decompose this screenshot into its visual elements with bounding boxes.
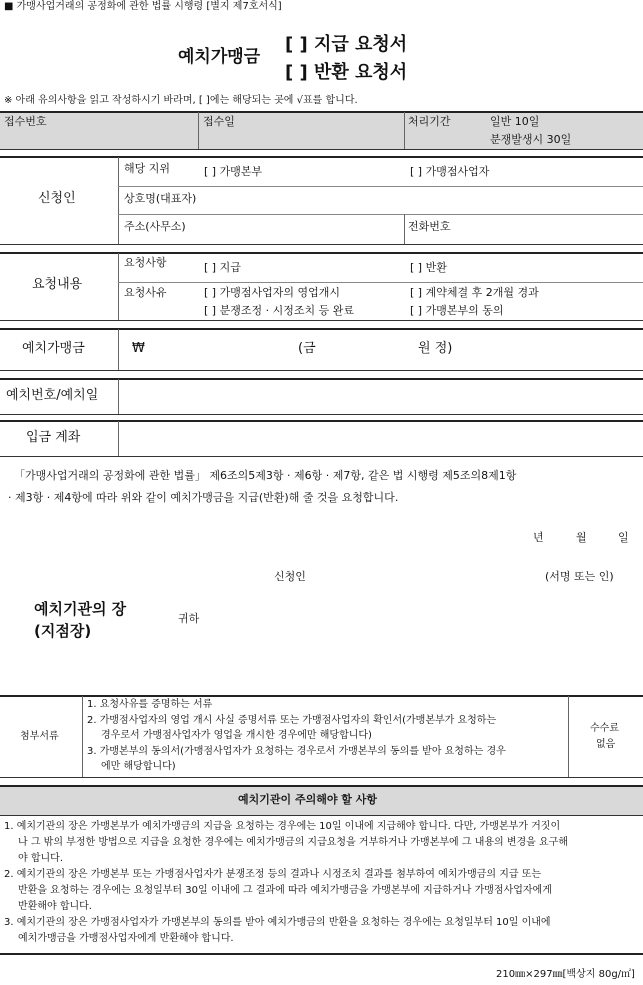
attachment-item-3b: 에만 해당합니다) <box>101 761 176 772</box>
caution-3-line-2: 예치가맹금을 가맹점사업자에게 반환해야 합니다. <box>18 933 234 944</box>
signature-applicant-label: 신청인 <box>274 570 306 583</box>
korean-amount-close: 원 정) <box>418 341 453 356</box>
caution-1-line-1: 1. 예치기관의 장은 가맹본부가 예치가맹금의 지급을 요청하는 경우에는 10일 이내에 지급해야 합니다. 다만, 가맹본부가 거짓이 <box>4 821 561 832</box>
addressee-line-1: 예치기관의 장 <box>34 600 127 618</box>
request-reason-label: 요청사유 <box>124 286 167 299</box>
addressee-line-2: (지점장) <box>34 622 92 640</box>
reason-business-start-checkbox[interactable]: [ ] 가맹점사업자의 영업개시 <box>204 286 340 299</box>
account-label: 입금 계좌 <box>26 430 81 445</box>
title-pay-request: [ ] 지급 요청서 <box>285 34 408 55</box>
attachment-item-2b: 경우로서 가맹점사업자가 영업을 개시한 경우에만 해당합니다) <box>101 730 372 741</box>
paper-spec: 210㎜×297㎜[백상지 80g/㎡] <box>496 969 635 980</box>
reason-franchisor-consent-checkbox[interactable]: [ ] 가맹본부의 동의 <box>410 304 504 317</box>
request-pay-checkbox[interactable]: [ ] 지급 <box>204 261 241 274</box>
korean-amount-open: (금 <box>298 341 316 356</box>
request-section-label: 요청내용 <box>32 277 83 292</box>
trade-name-label: 상호명(대표자) <box>124 192 197 205</box>
title-main: 예치가맹금 <box>178 47 261 67</box>
statement-line-1: 「가맹사업거래의 공정화에 관한 법률」 제6조의5제3항 · 제6항 · 제7항, 같은 법 시행령 제5조의8제1항 <box>14 469 517 482</box>
date-day: 일 <box>618 531 629 544</box>
processing-period-general: 일반 10일 <box>490 115 540 128</box>
form-reference: ■ 가맹사업거래의 공정화에 관한 법률 시행령 [별지 제7호서식] <box>4 1 282 12</box>
date-month: 월 <box>576 531 587 544</box>
statement-line-2: · 제3항 · 제4항에 따라 위와 같이 예치가맹금을 지급(반환)해 줄 것을 요청합니다. <box>8 491 399 504</box>
caution-2-line-3: 반환해야 합니다. <box>18 901 92 912</box>
caution-2-line-1: 2. 예치기관의 장은 가맹본부 또는 가맹점사업자가 분쟁조정 등의 결과나 시정조치 결과를 첨부하여 예치가맹금의 지급 또는 <box>4 869 542 880</box>
attachment-item-3a: 3. 가맹본부의 동의서(가맹점사업자가 요청하는 경우로서 가맹본부의 동의를 받아 요청하는 경우 <box>87 746 506 757</box>
address-label: 주소(사무소) <box>124 220 186 233</box>
title-return-request: [ ] 반환 요청서 <box>285 62 408 83</box>
attachment-item-1: 1. 요청사유를 증명하는 서류 <box>87 699 213 710</box>
processing-period-label: 처리기간 <box>408 115 451 128</box>
addressee-honorific: 귀하 <box>178 612 200 625</box>
date-year: 년 <box>533 531 544 544</box>
deposit-number-label: 예치번호/예치일 <box>6 388 99 403</box>
signature-note: (서명 또는 인) <box>545 570 614 583</box>
fee-label: 수수료 <box>590 723 619 734</box>
deposit-amount-label: 예치가맹금 <box>22 341 85 356</box>
applicant-section-label: 신청인 <box>38 191 76 206</box>
receipt-date-label: 접수일 <box>203 115 235 128</box>
won-symbol: ₩ <box>132 341 145 356</box>
reason-two-months-checkbox[interactable]: [ ] 계약체결 후 2개월 경과 <box>410 286 539 299</box>
attachment-item-2a: 2. 가맹점사업자의 영업 개시 사실 증명서류 또는 가맹점사업자의 확인서(가맹본부가 요청하는 <box>87 715 497 726</box>
caution-1-line-3: 야 합니다. <box>18 853 63 864</box>
notice-text: ※ 아래 유의사항을 읽고 작성하시기 바라며, [ ]에는 해당되는 곳에 √표를 합니다. <box>4 95 358 106</box>
caution-title: 예치기관이 주의해야 할 사항 <box>238 793 377 806</box>
position-franchisor-checkbox[interactable]: [ ] 가맹본부 <box>204 165 263 178</box>
position-franchisee-checkbox[interactable]: [ ] 가맹점사업자 <box>410 165 490 178</box>
processing-period-dispute: 분쟁발생시 30일 <box>490 133 572 146</box>
caution-2-line-2: 반환을 요청하는 경우에는 요청일부터 30일 이내에 그 결과에 따라 예치가맹금을 가맹본부에 지급하거나 가맹점사업자에게 <box>18 885 552 896</box>
reason-dispute-complete-checkbox[interactable]: [ ] 분쟁조정 · 시정조치 등 완료 <box>204 304 354 317</box>
request-return-checkbox[interactable]: [ ] 반환 <box>410 261 447 274</box>
caution-1-line-2: 나 그 밖의 부정한 방법으로 지급을 요청한 경우에는 예치가맹금의 지급요청을 거부하거나 가맹본부에 그 내용의 변경을 요구해 <box>18 837 569 848</box>
position-label: 해당 지위 <box>124 162 171 175</box>
fee-value: 없음 <box>596 739 616 750</box>
receipt-number-label: 접수번호 <box>4 115 47 128</box>
request-item-label: 요청사항 <box>124 256 167 269</box>
phone-label: 전화번호 <box>408 220 451 233</box>
attachments-label: 첨부서류 <box>20 731 59 742</box>
caution-3-line-1: 3. 예치기관의 장은 가맹점사업자가 가맹본부의 동의를 받아 예치가맹금의 반환을 요청하는 경우에는 요청일부터 10일 이내에 <box>4 917 551 928</box>
